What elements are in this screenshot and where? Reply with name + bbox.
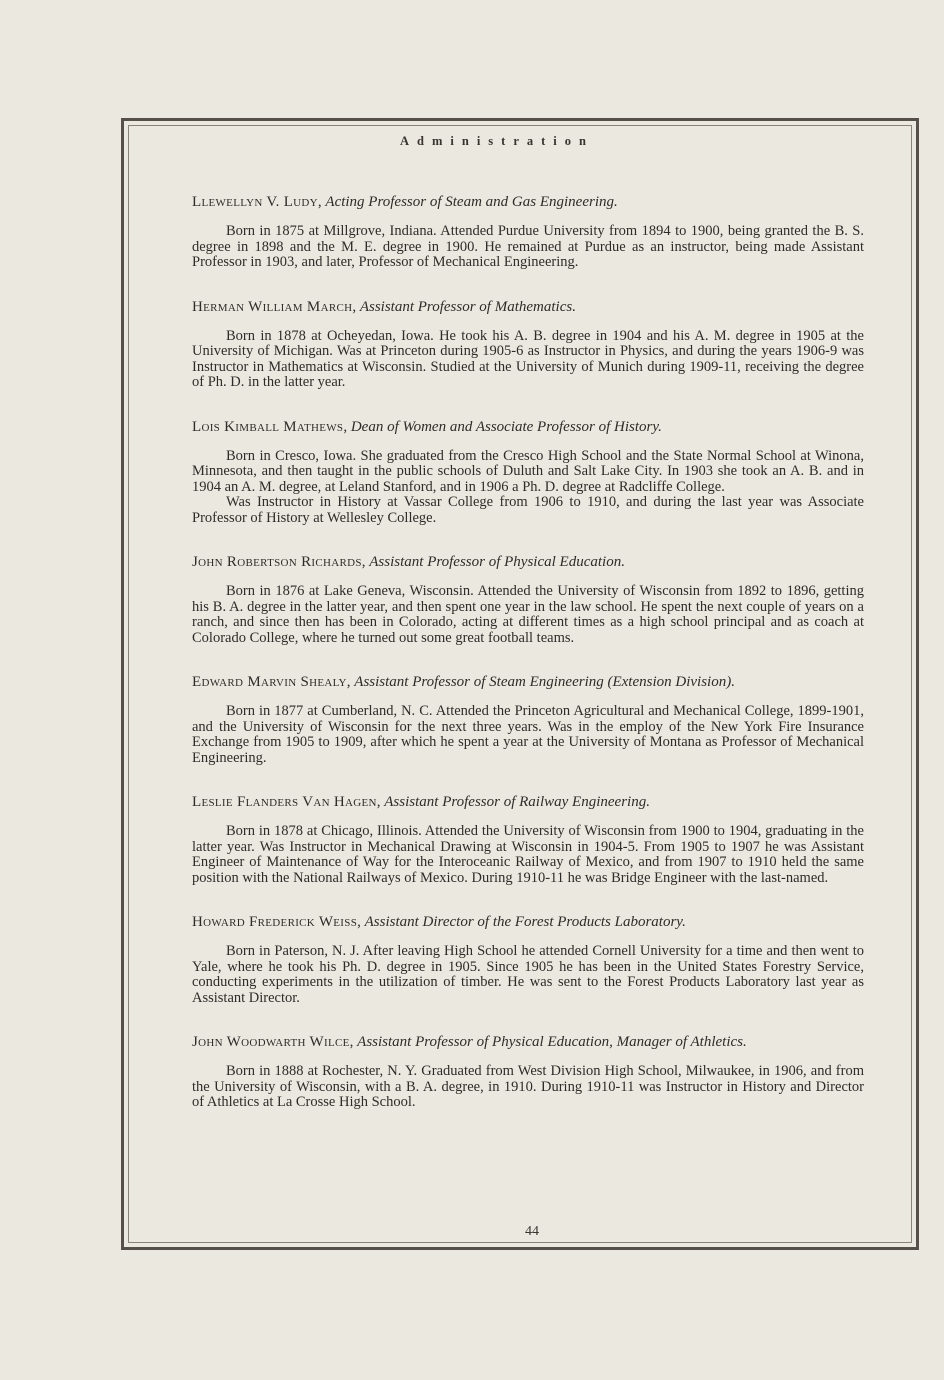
biography-paragraph: Born in Paterson, N. J. After leaving High School he attended Cornell University for a time and then went to Yale, where he took his Ph. D. degree in 1905. Since 1905 he has been in the United States Forestry Service, conducting experiments in the utilization of timber. He was sent to the Forest Products Laboratory last year as Assistant Director. — [192, 943, 864, 1006]
faculty-entry — [192, 297, 864, 391]
entry-heading: Herman William March, Assistant Professor of Mathematics. — [192, 298, 576, 315]
page-number: 44 — [525, 1224, 539, 1239]
faculty-entry — [192, 912, 864, 1006]
entry-heading: Lois Kimball Mathews, Dean of Women and Associate Professor of History. — [192, 418, 662, 435]
entry-heading: Howard Frederick Weiss, Assistant Director of the Forest Products Laboratory. — [192, 914, 686, 930]
faculty-name: John Robertson Richards — [192, 554, 362, 570]
faculty-entry — [192, 792, 864, 886]
faculty-name: Howard Frederick Weiss — [192, 914, 358, 930]
biography-paragraph: Born in 1876 at Lake Geneva, Wisconsin. Attended the University of Wisconsin from 1892 to 1896, getting his B. A. degree in the latter year, and then spent one year in the law school. He spent the next couple of years on a ranch, and since then has been in Colorado, acting at different times as a high school principal and as coach at Colorado College, where he turned out some great football teams. — [192, 583, 864, 646]
faculty-title: Dean of Women and Associate Professor of History. — [350, 418, 662, 435]
biography-paragraph: Born in 1888 at Rochester, N. Y. Graduated from West Division High School, Milwaukee, in 1906, and from the University of Wisconsin, with a B. A. degree, in 1910. During 1910-11 was Instructor in History and Director of Athletics at La Crosse High School. — [192, 1063, 864, 1110]
faculty-name: Herman William March — [192, 298, 353, 315]
faculty-title: Assistant Professor of Physical Education, Manager of Athletics. — [357, 1034, 747, 1050]
entry-heading: John Woodwarth Wilce, Assistant Professor of Physical Education, Manager of Athletics. — [192, 1034, 747, 1050]
biography-paragraph: Born in 1878 at Chicago, Illinois. Attended the University of Wisconsin from 1900 to 1904, graduating in the latter year. Was Instructor in Mechanical Drawing at Wisconsin in 1904-5. From 1905 to 1907 he was Assistant Engineer of Maintenance of Way for the Interoceanic Railway of Mexico, and from 1907 to 1910 held the same position with the National Railways of Mexico. During 1910-11 he was Bridge Engineer with the last-named. — [192, 823, 864, 886]
faculty-title: Assistant Professor of Mathematics. — [359, 298, 576, 315]
faculty-title: Assistant Professor of Railway Engineering. — [384, 794, 650, 810]
faculty-name: Edward Marvin Shealy — [192, 674, 347, 690]
faculty-name: Lois Kimball Mathews — [192, 418, 344, 435]
biography-paragraph: Was Instructor in History at Vassar College from 1906 to 1910, and during the last year was Associate Professor of History at Wellesley College. — [192, 494, 864, 526]
faculty-title: Acting Professor of Steam and Gas Engineering. — [325, 194, 618, 210]
entries-list — [192, 192, 864, 1137]
faculty-entry — [192, 1032, 864, 1111]
faculty-title: Assistant Director of the Forest Products Laboratory. — [364, 914, 686, 930]
running-header: Administration — [400, 134, 594, 148]
faculty-entry — [192, 552, 864, 646]
faculty-name: Leslie Flanders Van Hagen — [192, 794, 377, 810]
entry-heading: Llewellyn V. Ludy, Acting Professor of Steam and Gas Engineering. — [192, 194, 618, 210]
faculty-entry — [192, 192, 864, 271]
faculty-entry — [192, 672, 864, 766]
entry-heading: Leslie Flanders Van Hagen, Assistant Professor of Railway Engineering. — [192, 794, 650, 810]
faculty-entry — [192, 417, 864, 527]
biography-paragraph: Born in 1878 at Ocheyedan, Iowa. He took his A. B. degree in 1904 and his A. M. degree in 1905 at the University of Michigan. Was at Princeton during 1905-6 as Instructor in Physics, and during the years 1906-9 was Instructor in Mathematics at Wisconsin. Studied at the University of Munich during 1909-11, receiving the degree of Ph. D. in the latter year. — [192, 327, 864, 390]
biography-paragraph: Born in Cresco, Iowa. She graduated from the Cresco High School and the State Normal School at Winona, Minnesota, and then taught in the public schools of Duluth and Salt Lake City. In 1903 she took an A. B. and in 1904 an A. M. degree, at Leland Stanford, and in 1906 a Ph. D. degree at Radcliffe College. — [192, 447, 864, 495]
faculty-name: Llewellyn V. Ludy — [192, 194, 318, 210]
entry-heading: Edward Marvin Shealy, Assistant Professor of Steam Engineering (Extension Division). — [192, 674, 735, 690]
biography-paragraph: Born in 1875 at Millgrove, Indiana. Attended Purdue University from 1894 to 1900, being granted the B. S. degree in 1898 and the M. E. degree in 1900. He remained at Purdue as an instructor, being made Assistant Professor in 1903, and later, Professor of Mechanical Engineering. — [192, 223, 864, 270]
faculty-title: Assistant Professor of Physical Education. — [369, 554, 625, 570]
entry-heading: John Robertson Richards, Assistant Professor of Physical Education. — [192, 554, 625, 570]
biography-paragraph: Born in 1877 at Cumberland, N. C. Attended the Princeton Agricultural and Mechanical College, 1899-1901, and the University of Wisconsin for the next three years. Was in the employ of the New York Fire Insurance Exchange from 1905 to 1909, after which he spent a year at the University of Montana as Professor of Mechanical Engineering. — [192, 703, 864, 766]
faculty-title: Assistant Professor of Steam Engineering (Extension Division). — [354, 674, 735, 690]
faculty-name: John Woodwarth Wilce — [192, 1034, 350, 1050]
